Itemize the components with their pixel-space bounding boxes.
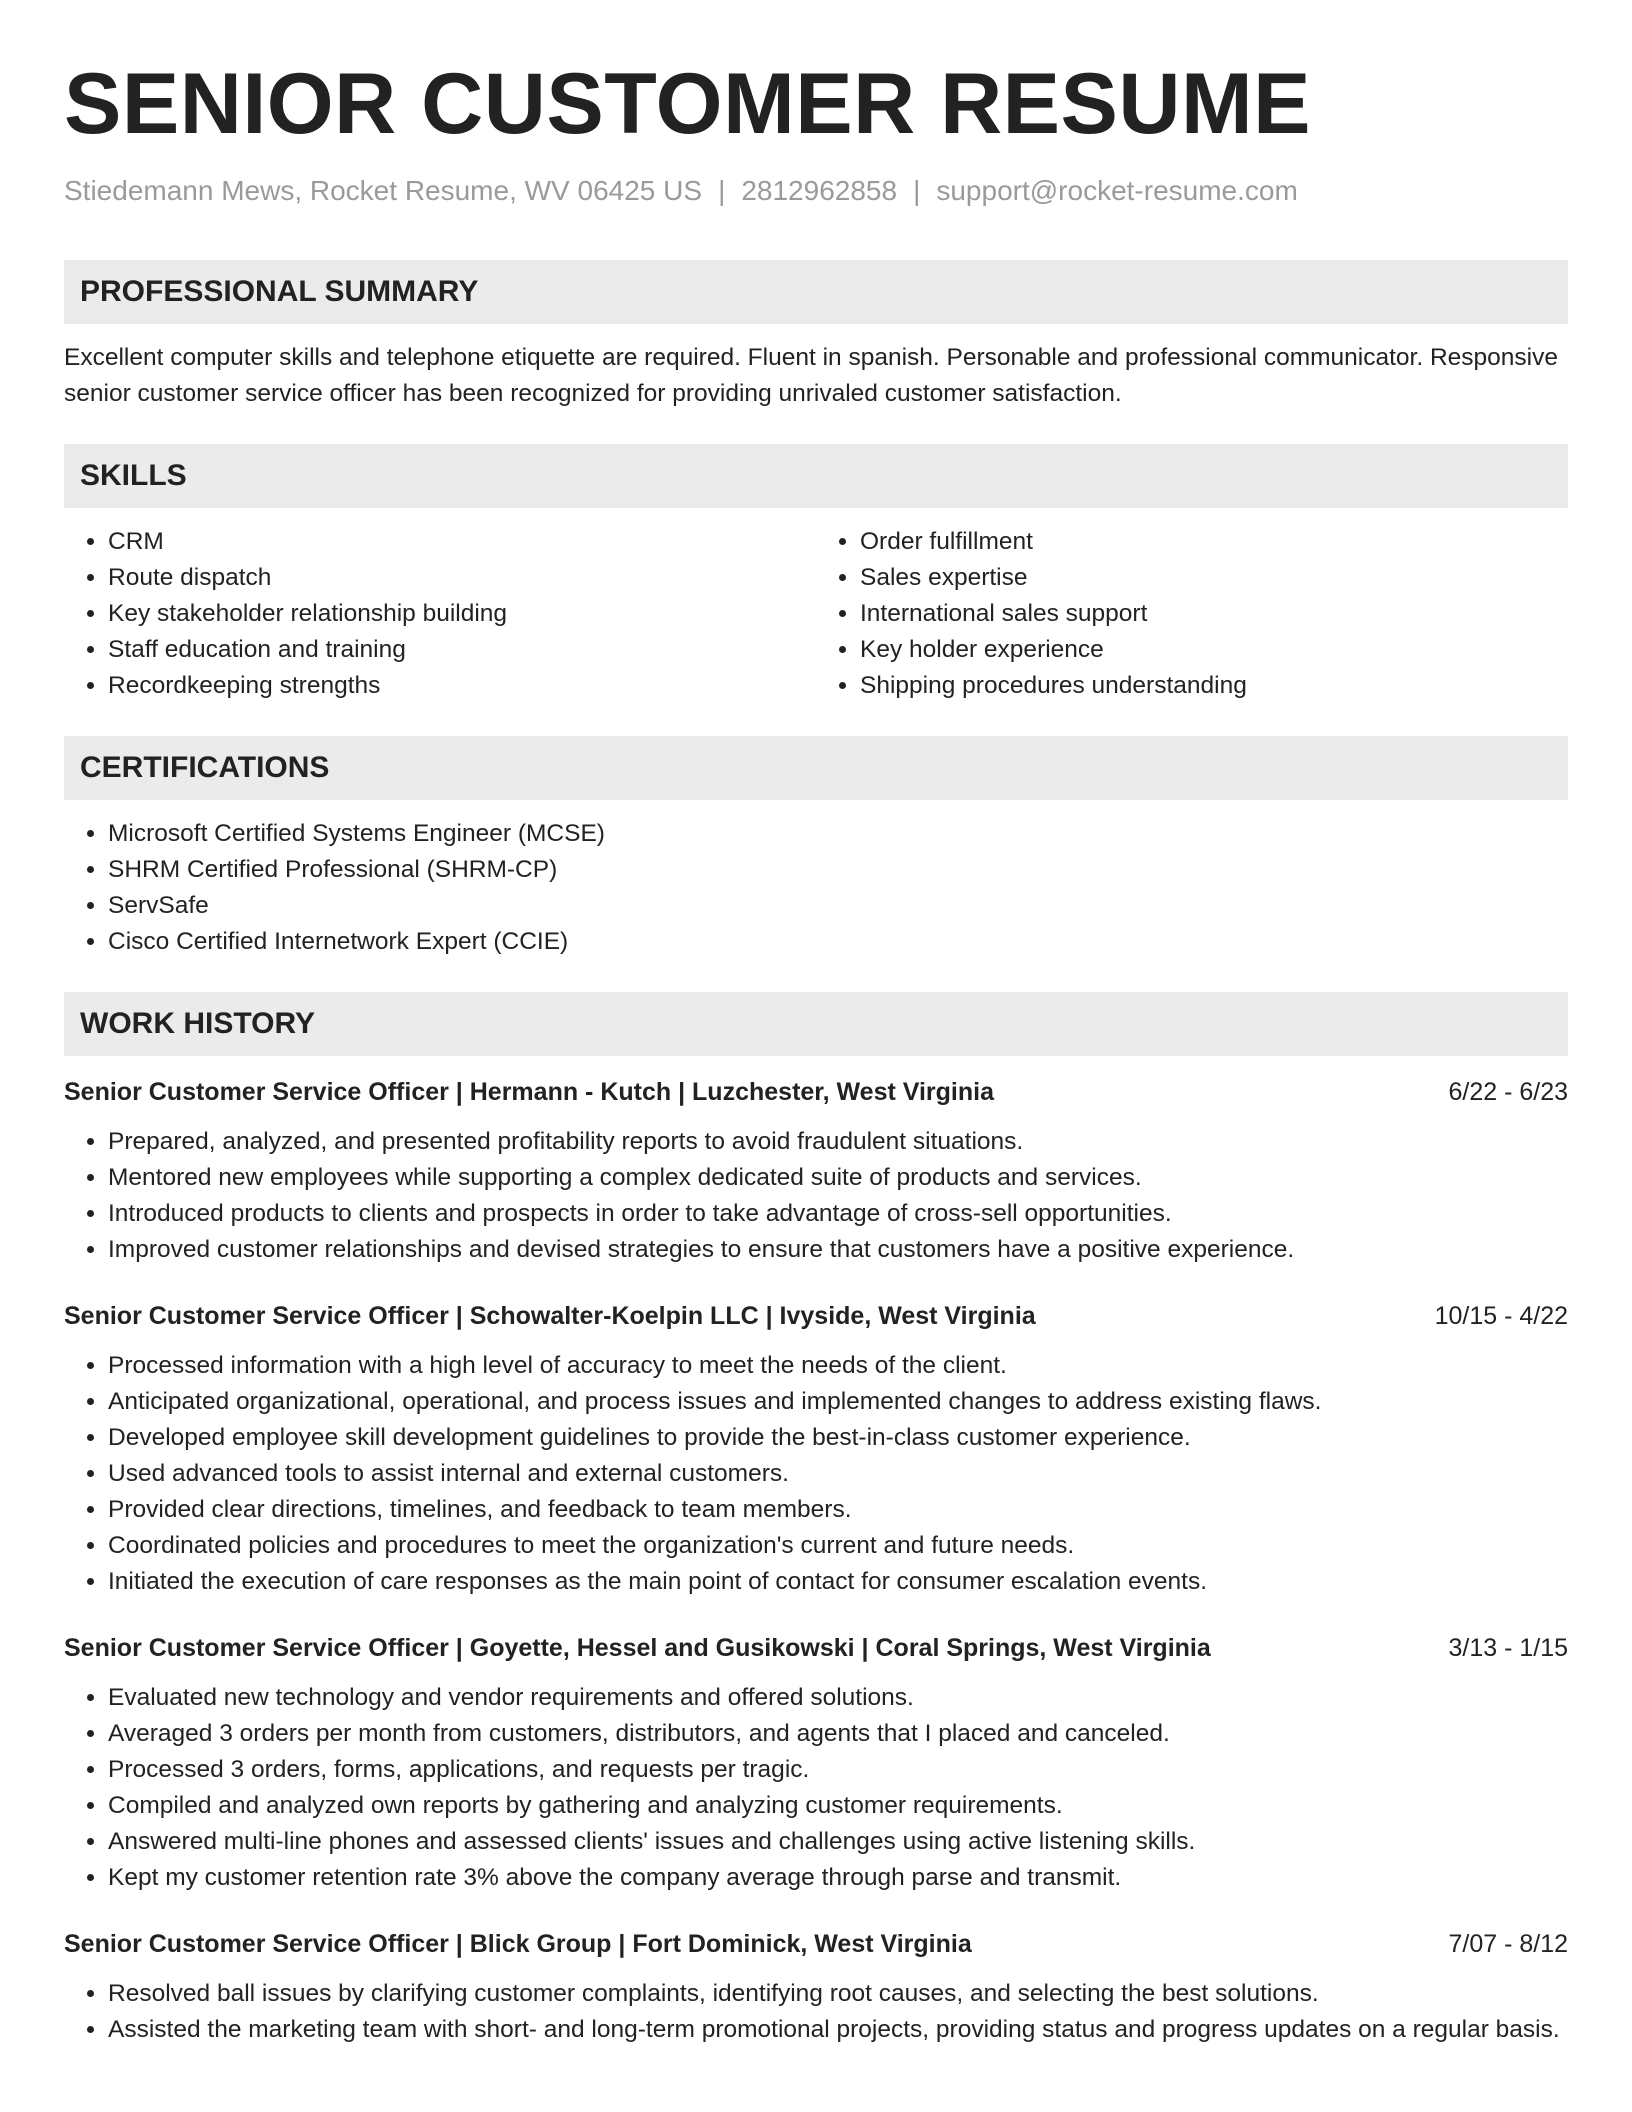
job-bullet: • Answered multi-line phones and assessed clients' issues and challenges using active listening skills. xyxy=(108,1824,1568,1860)
certification-item: • ServSafe xyxy=(108,888,1568,924)
skill-item: • Route dispatch xyxy=(108,560,816,596)
job-bullet: • Anticipated organizational, operational, and process issues and implemented changes to address existing flaws. xyxy=(108,1384,1568,1420)
job-bullet: • Evaluated new technology and vendor requirements and offered solutions. xyxy=(108,1680,1568,1716)
work-history-heading: WORK HISTORY xyxy=(64,992,1568,1056)
job-bullet: • Introduced products to clients and prospects in order to take advantage of cross-sell opportunities. xyxy=(108,1196,1568,1232)
certifications-heading: CERTIFICATIONS xyxy=(64,736,1568,800)
skill-item: • Recordkeeping strengths xyxy=(108,668,816,704)
job-bullet: • Provided clear directions, timelines, and feedback to team members. xyxy=(108,1492,1568,1528)
job-bullet: • Processed 3 orders, forms, applications, and requests per tragic. xyxy=(108,1752,1568,1788)
skills-heading: SKILLS xyxy=(64,444,1568,508)
skill-item: • Staff education and training xyxy=(108,632,816,668)
contact-phone: 2812962858 xyxy=(741,175,898,206)
skills-section xyxy=(64,444,1568,704)
skill-item: • International sales support xyxy=(860,596,1568,632)
skill-item: • Key holder experience xyxy=(860,632,1568,668)
skill-item: • CRM xyxy=(108,524,816,560)
job-bullets xyxy=(64,1976,1568,2048)
job-bullets xyxy=(64,1680,1568,1896)
contact-address: Stiedemann Mews, Rocket Resume, WV 06425 US xyxy=(64,175,703,206)
job-header xyxy=(64,1074,1568,1110)
job-bullet: • Compiled and analyzed own reports by gathering and analyzing customer requirements. xyxy=(108,1788,1568,1824)
job-bullet: • Kept my customer retention rate 3% above the company average through parse and transmit. xyxy=(108,1860,1568,1896)
job-dates: 3/13 - 1/15 xyxy=(1448,1634,1568,1662)
work-history-section xyxy=(64,992,1568,2048)
job-bullet: • Processed information with a high level of accuracy to meet the needs of the client. xyxy=(108,1348,1568,1384)
summary-heading: PROFESSIONAL SUMMARY xyxy=(64,260,1568,324)
contact-separator: | xyxy=(718,175,726,206)
job-title: Senior Customer Service Officer | Schowalter-Koelpin LLC | Ivyside, West Virginia xyxy=(64,1302,1036,1330)
job-entry xyxy=(64,1298,1568,1600)
job-dates: 10/15 - 4/22 xyxy=(1434,1302,1568,1330)
job-title: Senior Customer Service Officer | Blick Group | Fort Dominick, West Virginia xyxy=(64,1930,972,1958)
skills-list-right xyxy=(816,524,1568,704)
job-bullets xyxy=(64,1124,1568,1268)
job-header xyxy=(64,1298,1568,1334)
skill-item: • Shipping procedures understanding xyxy=(860,668,1568,704)
certification-item: • Cisco Certified Internetwork Expert (CCIE) xyxy=(108,924,1568,960)
resume-title: SENIOR CUSTOMER RESUME xyxy=(64,56,1311,152)
certification-item: • Microsoft Certified Systems Engineer (MCSE) xyxy=(108,816,1568,852)
job-bullet: • Used advanced tools to assist internal and external customers. xyxy=(108,1456,1568,1492)
certification-item: • SHRM Certified Professional (SHRM-CP) xyxy=(108,852,1568,888)
job-dates: 7/07 - 8/12 xyxy=(1448,1930,1568,1958)
job-entry xyxy=(64,1630,1568,1896)
contact-separator: | xyxy=(913,175,921,206)
contact-line xyxy=(64,174,1568,208)
skill-item: • Sales expertise xyxy=(860,560,1568,596)
summary-text: Excellent computer skills and telephone etiquette are required. Fluent in spanish. Personable and professional communicator. Responsive senior customer service officer has been recognized for providing unrivaled customer satisfaction. xyxy=(64,344,1558,407)
skill-item: • Key stakeholder relationship building xyxy=(108,596,816,632)
job-bullet: • Initiated the execution of care responses as the main point of contact for consumer escalation events. xyxy=(108,1564,1568,1600)
job-bullet: • Resolved ball issues by clarifying customer complaints, identifying root causes, and selecting the best solutions. xyxy=(108,1976,1568,2012)
job-title: Senior Customer Service Officer | Hermann - Kutch | Luzchester, West Virginia xyxy=(64,1078,994,1106)
skill-item: • Order fulfillment xyxy=(860,524,1568,560)
certifications-list xyxy=(64,816,1568,960)
job-entry xyxy=(64,1926,1568,2048)
job-bullet: • Improved customer relationships and devised strategies to ensure that customers have a positive experience. xyxy=(108,1232,1568,1268)
job-bullet: • Averaged 3 orders per month from customers, distributors, and agents that I placed and canceled. xyxy=(108,1716,1568,1752)
skills-list-left xyxy=(64,524,816,704)
contact-email[interactable]: support@rocket-resume.com xyxy=(936,175,1298,206)
job-header xyxy=(64,1630,1568,1666)
job-header xyxy=(64,1926,1568,1962)
job-title: Senior Customer Service Officer | Goyette, Hessel and Gusikowski | Coral Springs, West Virginia xyxy=(64,1634,1211,1662)
job-dates: 6/22 - 6/23 xyxy=(1448,1078,1568,1106)
job-entry xyxy=(64,1074,1568,1268)
job-bullet: • Prepared, analyzed, and presented profitability reports to avoid fraudulent situations. xyxy=(108,1124,1568,1160)
job-bullet: • Coordinated policies and procedures to meet the organization's current and future needs. xyxy=(108,1528,1568,1564)
skills-columns xyxy=(64,524,1568,704)
job-bullet: • Assisted the marketing team with short- and long-term promotional projects, providing status and progress updates on a regular basis. xyxy=(108,2012,1568,2048)
certifications-section xyxy=(64,736,1568,960)
job-bullet: • Developed employee skill development guidelines to provide the best-in-class customer experience. xyxy=(108,1420,1568,1456)
job-bullet: • Mentored new employees while supporting a complex dedicated suite of products and services. xyxy=(108,1160,1568,1196)
job-bullets xyxy=(64,1348,1568,1600)
